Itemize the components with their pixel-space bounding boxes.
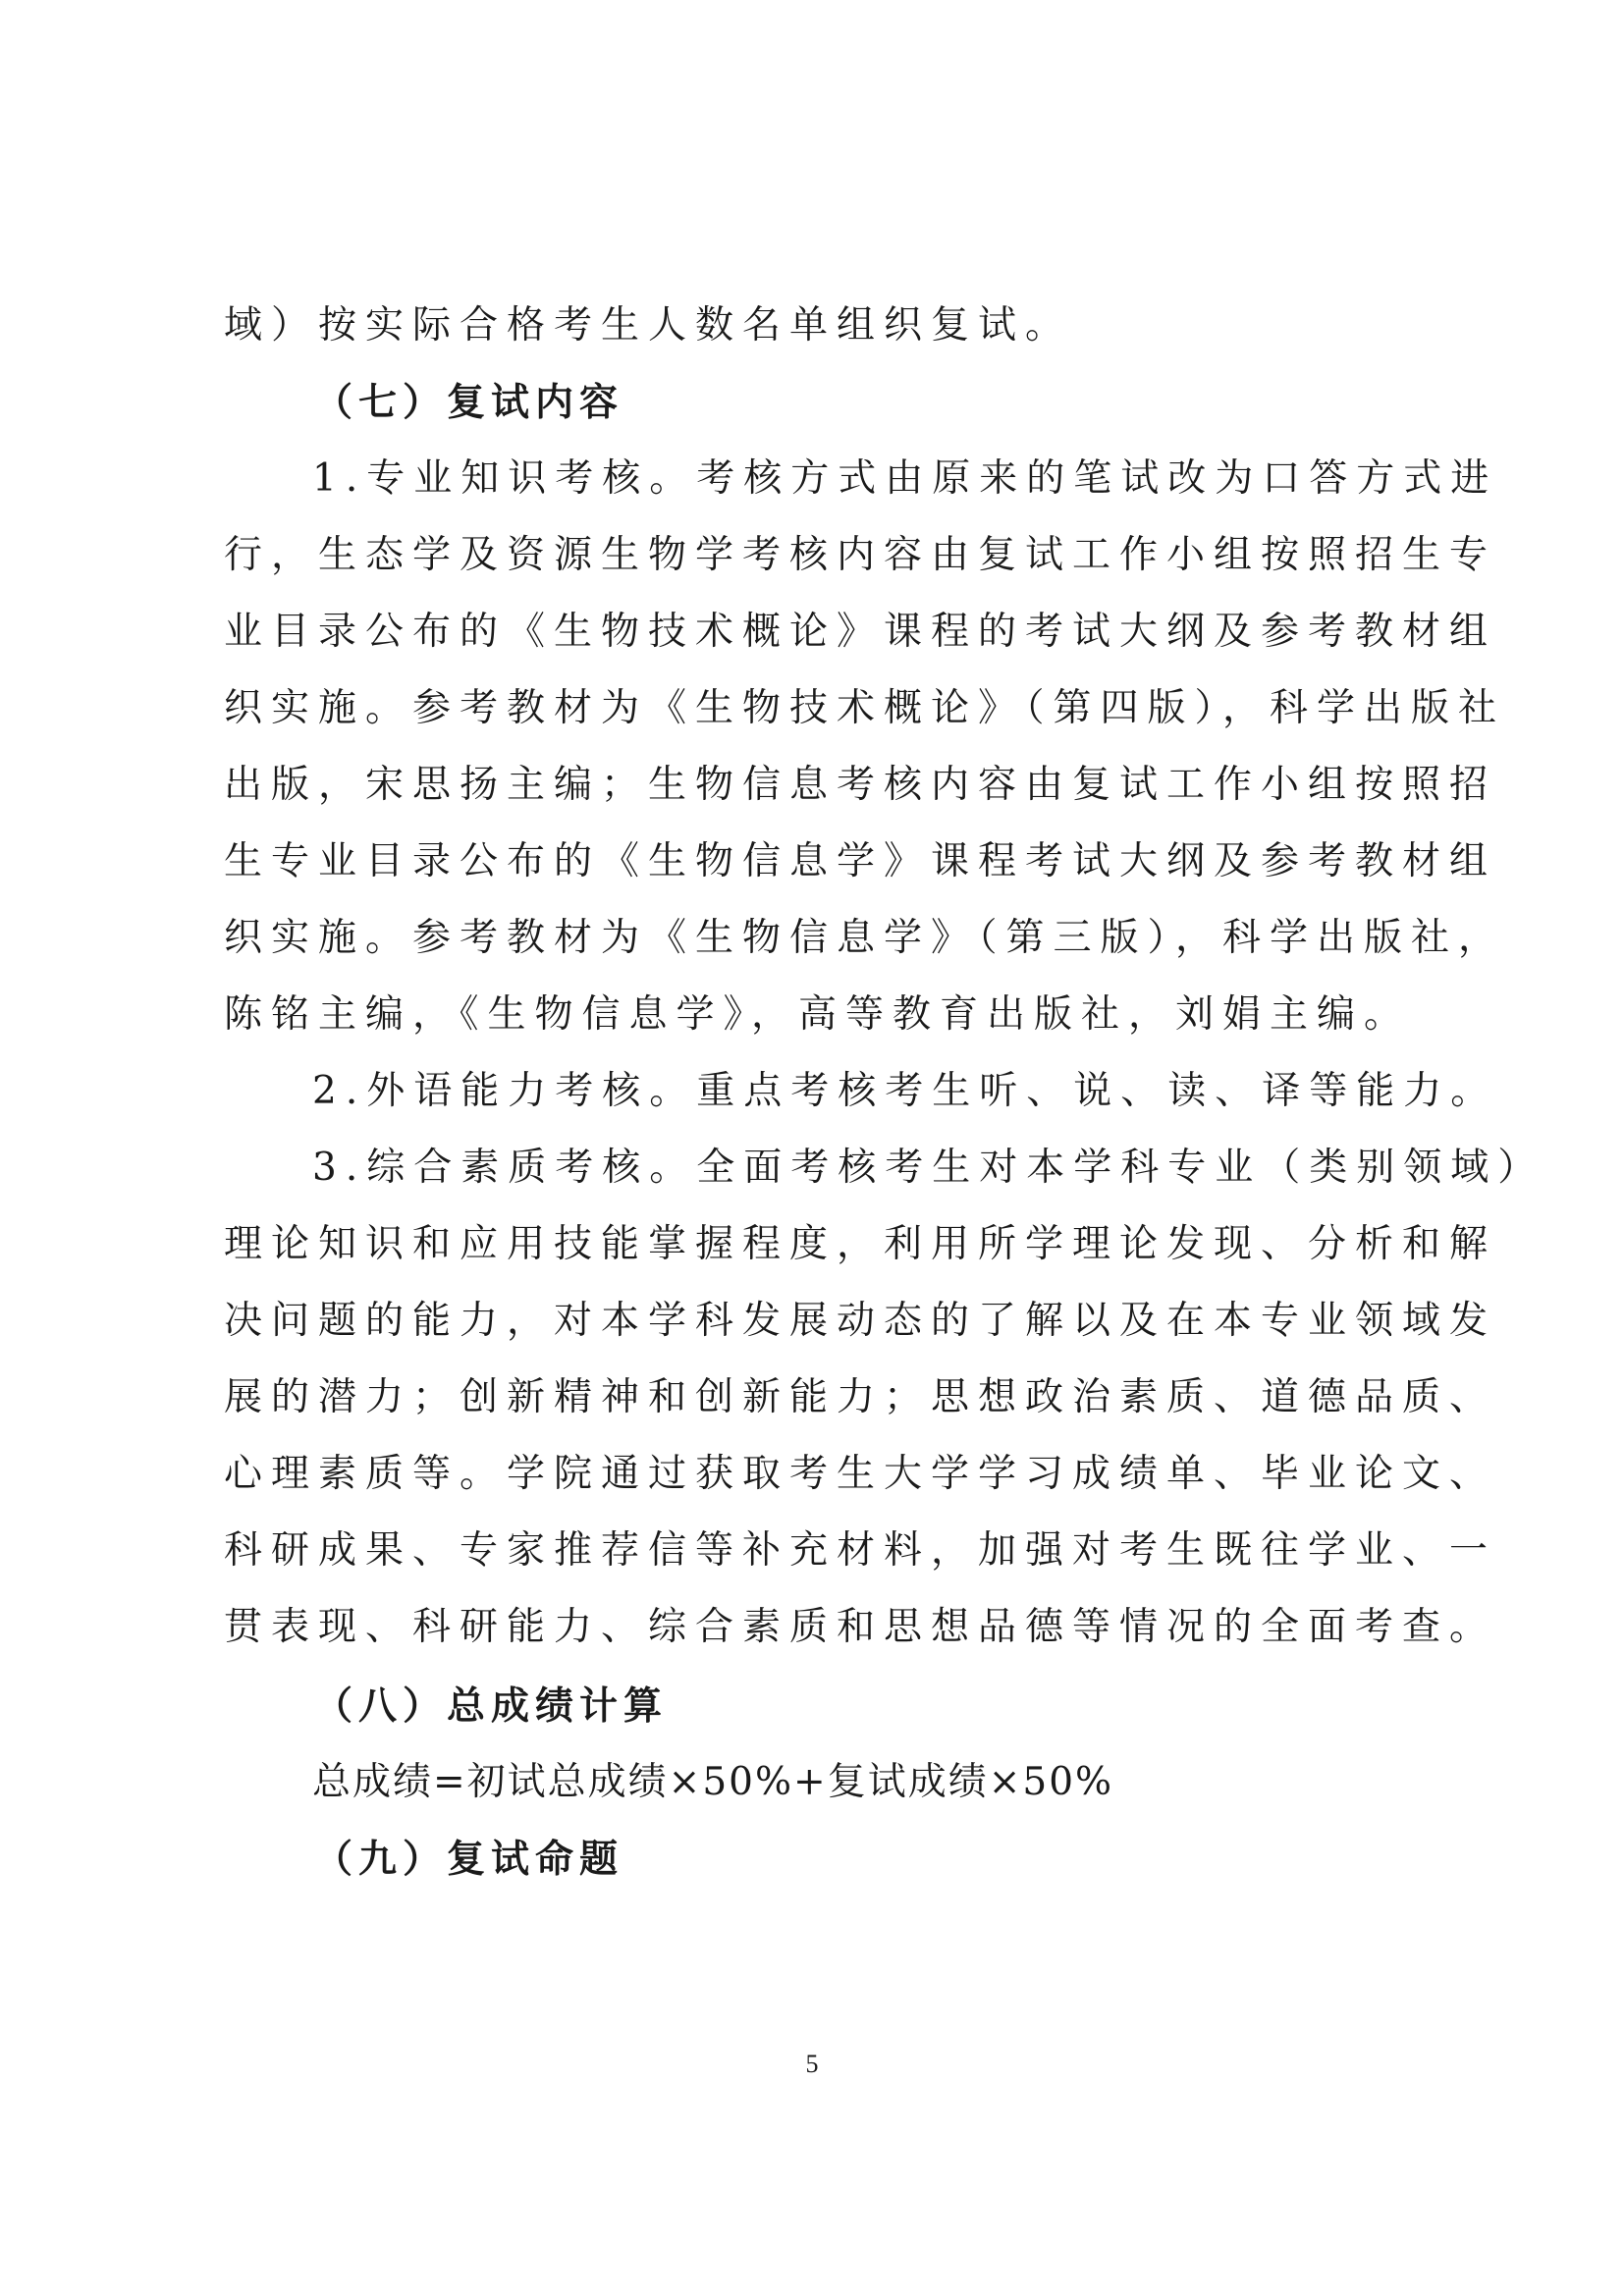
paragraph-line: 决问题的能力，对本学科发展动态的了解以及在本专业领域发 <box>224 1299 1497 1343</box>
paragraph-line: 心理素质等。学院通过获取考生大学学习成绩单、毕业论文、 <box>224 1452 1497 1496</box>
paragraph-line: 织实施。参考教材为《生物技术概论》（第四版），科学出版社 <box>224 686 1506 730</box>
paragraph-line: 贯表现、科研能力、综合素质和思想品德等情况的全面考查。 <box>224 1605 1497 1649</box>
paragraph-line: 陈铭主编，《生物信息学》，高等教育出版社，刘娟主编。 <box>224 992 1412 1037</box>
paragraph-line: 行，生态学及资源生物学考核内容由复试工作小组按照招生专 <box>224 533 1497 577</box>
paragraph-line: 展的潜力；创新精神和创新能力；思想政治素质、道德品质、 <box>224 1375 1497 1419</box>
paragraph-line: 生专业目录公布的《生物信息学》课程考试大纲及参考教材组 <box>224 839 1497 883</box>
section-8-heading: （八）总成绩计算 <box>314 1683 669 1729</box>
paragraph-line: 科研成果、专家推荐信等补充材料，加强对考生既往学业、一 <box>224 1528 1497 1573</box>
section-7-heading: （七）复试内容 <box>314 380 624 425</box>
paragraph-line: 1.专业知识考核。考核方式由原来的笔试改为口答方式进 <box>312 456 1498 501</box>
continued-paragraph-line: 域）按实际合格考生人数名单组织复试。 <box>224 303 1073 347</box>
paragraph-line: 2.外语能力考核。重点考核考生听、说、读、译等能力。 <box>312 1069 1498 1113</box>
paragraph-line: 织实施。参考教材为《生物信息学》（第三版），科学出版社， <box>224 916 1506 960</box>
paragraph-line: 3.综合素质考核。全面考核考生对本学科专业（类别领域） <box>312 1146 1545 1190</box>
paragraph-line: 出版，宋思扬主编；生物信息考核内容由复试工作小组按照招 <box>224 763 1497 807</box>
page-number: 5 <box>805 2050 819 2078</box>
score-formula: 总成绩=初试总成绩×50%+复试成绩×50% <box>312 1760 1114 1804</box>
section-9-heading: （九）复试命题 <box>314 1837 624 1882</box>
paragraph-line: 理论知识和应用技能掌握程度，利用所学理论发现、分析和解 <box>224 1222 1497 1266</box>
paragraph-line: 业目录公布的《生物技术概论》课程的考试大纲及参考教材组 <box>224 610 1497 654</box>
